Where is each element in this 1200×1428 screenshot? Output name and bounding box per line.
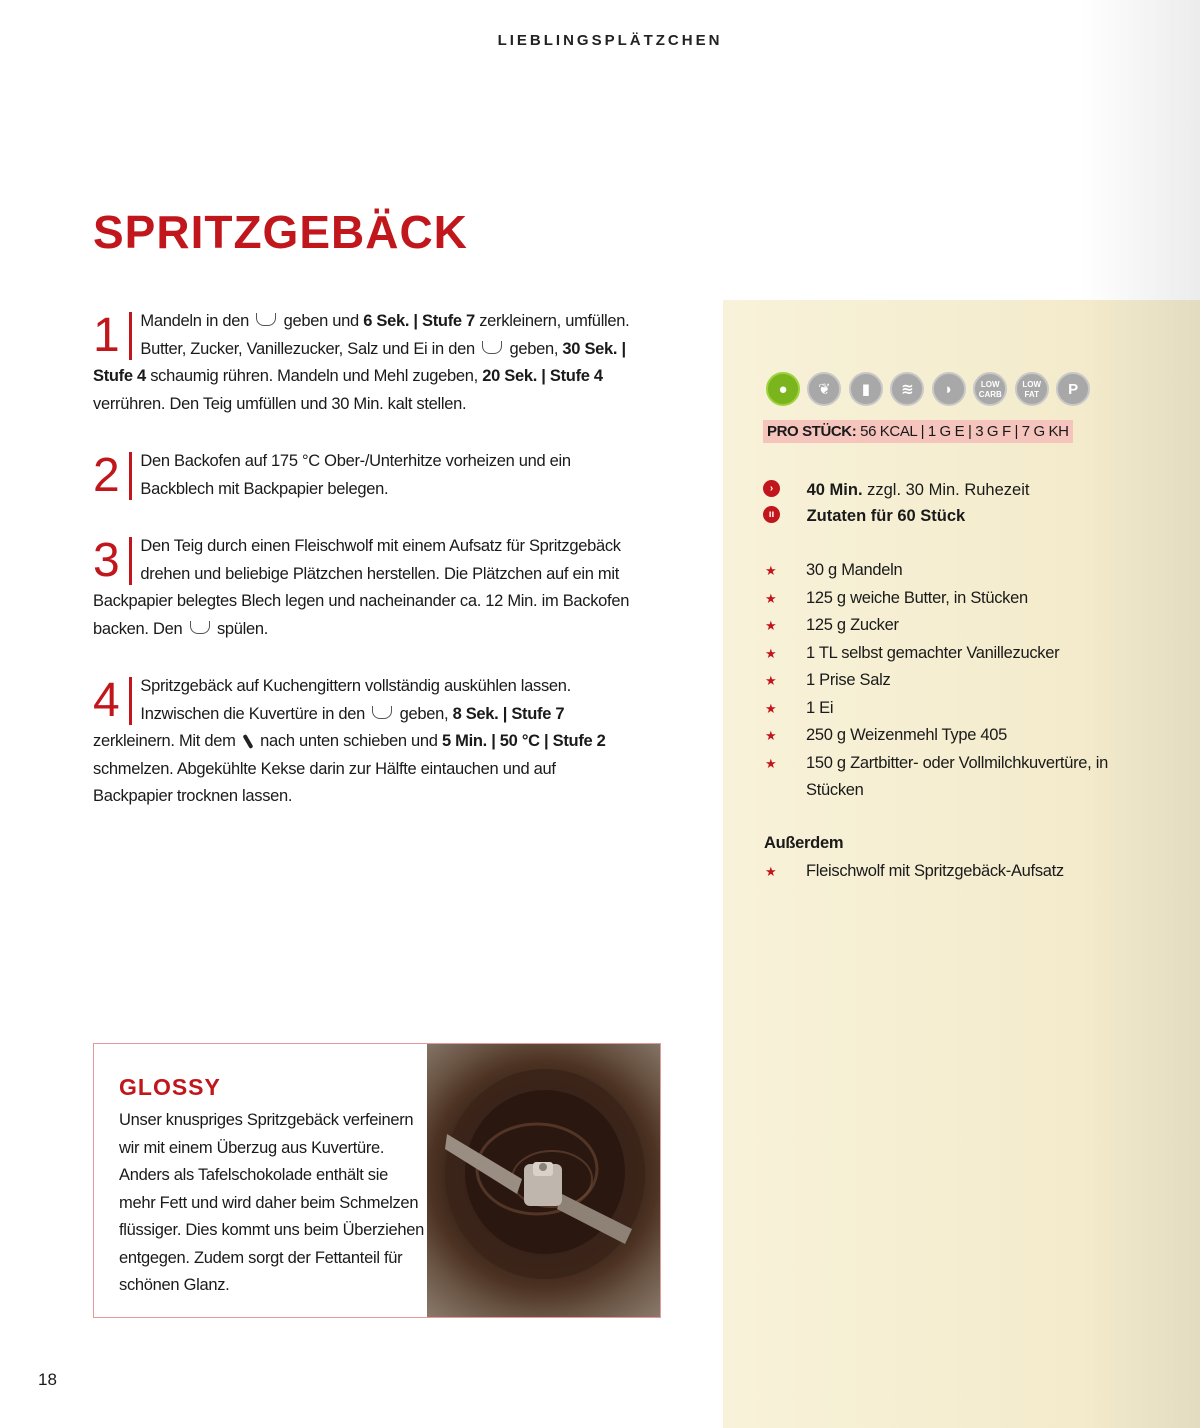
extras-item: ★ Fleischwolf mit Spritzgebäck-Aufsatz bbox=[763, 858, 1163, 886]
ingredient-item: ★ 1 Prise Salz bbox=[763, 667, 1163, 695]
star-bullet-icon: ★ bbox=[765, 618, 777, 633]
ingredient-item: ★ 1 TL selbst gemachter Vanillezucker bbox=[763, 640, 1163, 668]
setting-text: 6 Sek. | Stufe 7 bbox=[363, 312, 475, 330]
tip-title: GLOSSY bbox=[119, 1074, 221, 1100]
star-bullet-icon: ★ bbox=[765, 645, 777, 661]
recipe-meta bbox=[763, 477, 1029, 529]
running-header: LIEBLINGSPLÄTZCHEN bbox=[497, 32, 723, 49]
text-segment: Den Backofen auf 175 °C Ober-/Unterhitze vorheizen und ein Backblech mit Backpapier belegen. bbox=[140, 452, 571, 498]
time-total: 40 Min. bbox=[806, 481, 863, 499]
step-text bbox=[93, 533, 633, 643]
extras-title: Außerdem bbox=[764, 834, 844, 852]
low-carb-icon: LOW CARB bbox=[973, 372, 1007, 406]
time-rest: zzgl. 30 Min. Ruhezeit bbox=[867, 481, 1030, 499]
text-segment: Spritzgebäck auf Kuchengittern vollständig auskühlen lassen. Inzwischen die Kuvertüre in den bbox=[140, 677, 571, 723]
nutrition-info bbox=[763, 420, 1073, 443]
low-fat-icon: LOW FAT bbox=[1015, 372, 1049, 406]
setting-text: 20 Sek. | Stufe 4 bbox=[482, 367, 603, 385]
ingredient-item: ★ 125 g Zucker bbox=[763, 612, 1163, 640]
setting-text: 30 Sek. | Stufe 4 bbox=[93, 339, 626, 385]
ingredient-list bbox=[763, 557, 1163, 805]
step-3 bbox=[93, 533, 633, 643]
ingredient-item: ★ 125 g weiche Butter, in Stücken bbox=[763, 585, 1163, 613]
instruction-steps bbox=[93, 308, 633, 841]
text-segment: schmelzen. Abgekühlte Kekse darin zur Hälfte eintauchen und auf Backpapier trocknen lassen. bbox=[93, 759, 556, 805]
ingredient-item: ★ 150 g Zartbitter- oder Vollmilchkuvertüre, in Stücken bbox=[763, 750, 1163, 805]
star-bullet-icon: ★ bbox=[765, 728, 777, 743]
spatula-icon bbox=[242, 734, 253, 749]
text-segment: Den Teig durch einen Fleischwolf mit einem Aufsatz für Spritzgebäck drehen und beliebige Plätzchen herstellen. Die Plätzchen auf ein mit Backpapier belegtes Blech legen und nacheinander ca. 12 Min. im Backofen backen. Den bbox=[93, 537, 630, 638]
diet-icon-row bbox=[766, 372, 1093, 408]
mixing-bowl-icon bbox=[482, 341, 502, 354]
nutrition-values: 56 KCAL | 1 G E | 3 G F | 7 G KH bbox=[860, 423, 1069, 440]
text-segment: schaumig rühren. Mandeln und Mehl zugeben, bbox=[150, 367, 478, 385]
step-text bbox=[93, 673, 633, 811]
step-number: 2 bbox=[93, 452, 132, 500]
star-bullet-icon: ★ bbox=[765, 673, 777, 688]
extras-list bbox=[763, 858, 1163, 886]
gluten-free-icon: ▮ bbox=[849, 372, 883, 406]
servings-row bbox=[763, 503, 1029, 529]
text-segment: zerkleinern. Mit dem bbox=[93, 732, 236, 750]
tip-box bbox=[93, 1043, 661, 1318]
mixing-bowl-icon bbox=[190, 621, 210, 634]
text-segment: geben, bbox=[399, 704, 449, 723]
melted-chocolate-photo bbox=[427, 1044, 660, 1317]
ingredient-item: ★ 1 Ei bbox=[763, 695, 1163, 723]
vegan-icon: ❦ bbox=[807, 372, 841, 406]
nutrition-label: PRO STÜCK: bbox=[767, 423, 857, 440]
star-bullet-icon: ★ bbox=[765, 700, 777, 716]
setting-text: 8 Sek. | Stufe 7 bbox=[452, 704, 565, 723]
chocolate-bowl-illustration bbox=[427, 1044, 660, 1317]
step-2 bbox=[93, 448, 633, 503]
lactose-free-icon: ≋ bbox=[890, 372, 924, 406]
text-segment: zerkleinern, umfüllen. Butter, Zucker, Vanillezucker, Salz und Ei in den bbox=[140, 312, 630, 358]
step-text bbox=[93, 448, 633, 503]
mixing-bowl-icon bbox=[372, 706, 392, 719]
step-number: 4 bbox=[93, 677, 132, 725]
star-bullet-icon: ★ bbox=[765, 755, 777, 771]
mixing-bowl-icon bbox=[256, 313, 276, 326]
star-bullet-icon: ★ bbox=[765, 590, 777, 606]
recipe-title: SPRITZGEBÄCK bbox=[93, 206, 468, 258]
tip-text: Unser knuspriges Spritzgebäck verfeinern wir mit einem Überzug aus Kuvertüre. Anders als Tafelschokolade enthält sie mehr Fett und wird daher beim Schmelzen flüssiger. Dies kommt uns beim Überziehen entgegen. Zudem sorgt der Fettanteil für schönen Glanz. bbox=[119, 1111, 424, 1294]
text-segment: geben, bbox=[509, 339, 559, 358]
step-4 bbox=[93, 673, 633, 811]
time-arrow-icon: › bbox=[763, 480, 780, 497]
page-number: 18 bbox=[38, 1370, 57, 1389]
ingredient-item: ★ 30 g Mandeln bbox=[763, 557, 1163, 585]
text-segment: verrühren. Den Teig umfüllen und 30 Min. kalt stellen. bbox=[93, 394, 467, 413]
step-text bbox=[93, 308, 633, 418]
star-bullet-icon: ★ bbox=[765, 563, 777, 578]
servings: Zutaten für 60 Stück bbox=[806, 507, 966, 525]
star-bullet-icon: ★ bbox=[765, 864, 777, 879]
text-segment: nach unten schieben und bbox=[260, 732, 438, 750]
text-segment: spülen. bbox=[216, 619, 269, 638]
step-number: 3 bbox=[93, 537, 132, 585]
ingredient-item: ★ 250 g Weizenmehl Type 405 bbox=[763, 722, 1163, 750]
paleo-icon: ◗ bbox=[932, 372, 966, 406]
cutlery-icon: ıı bbox=[763, 506, 780, 523]
text-segment: geben und bbox=[283, 312, 359, 330]
time-row bbox=[763, 477, 1029, 503]
protein-icon: P bbox=[1056, 372, 1090, 406]
text-segment: Mandeln in den bbox=[140, 312, 250, 330]
vegetarian-icon: ● bbox=[766, 372, 800, 406]
step-1 bbox=[93, 308, 633, 418]
step-number: 1 bbox=[93, 312, 132, 360]
setting-text: 5 Min. | 50 °C | Stufe 2 bbox=[441, 732, 606, 750]
